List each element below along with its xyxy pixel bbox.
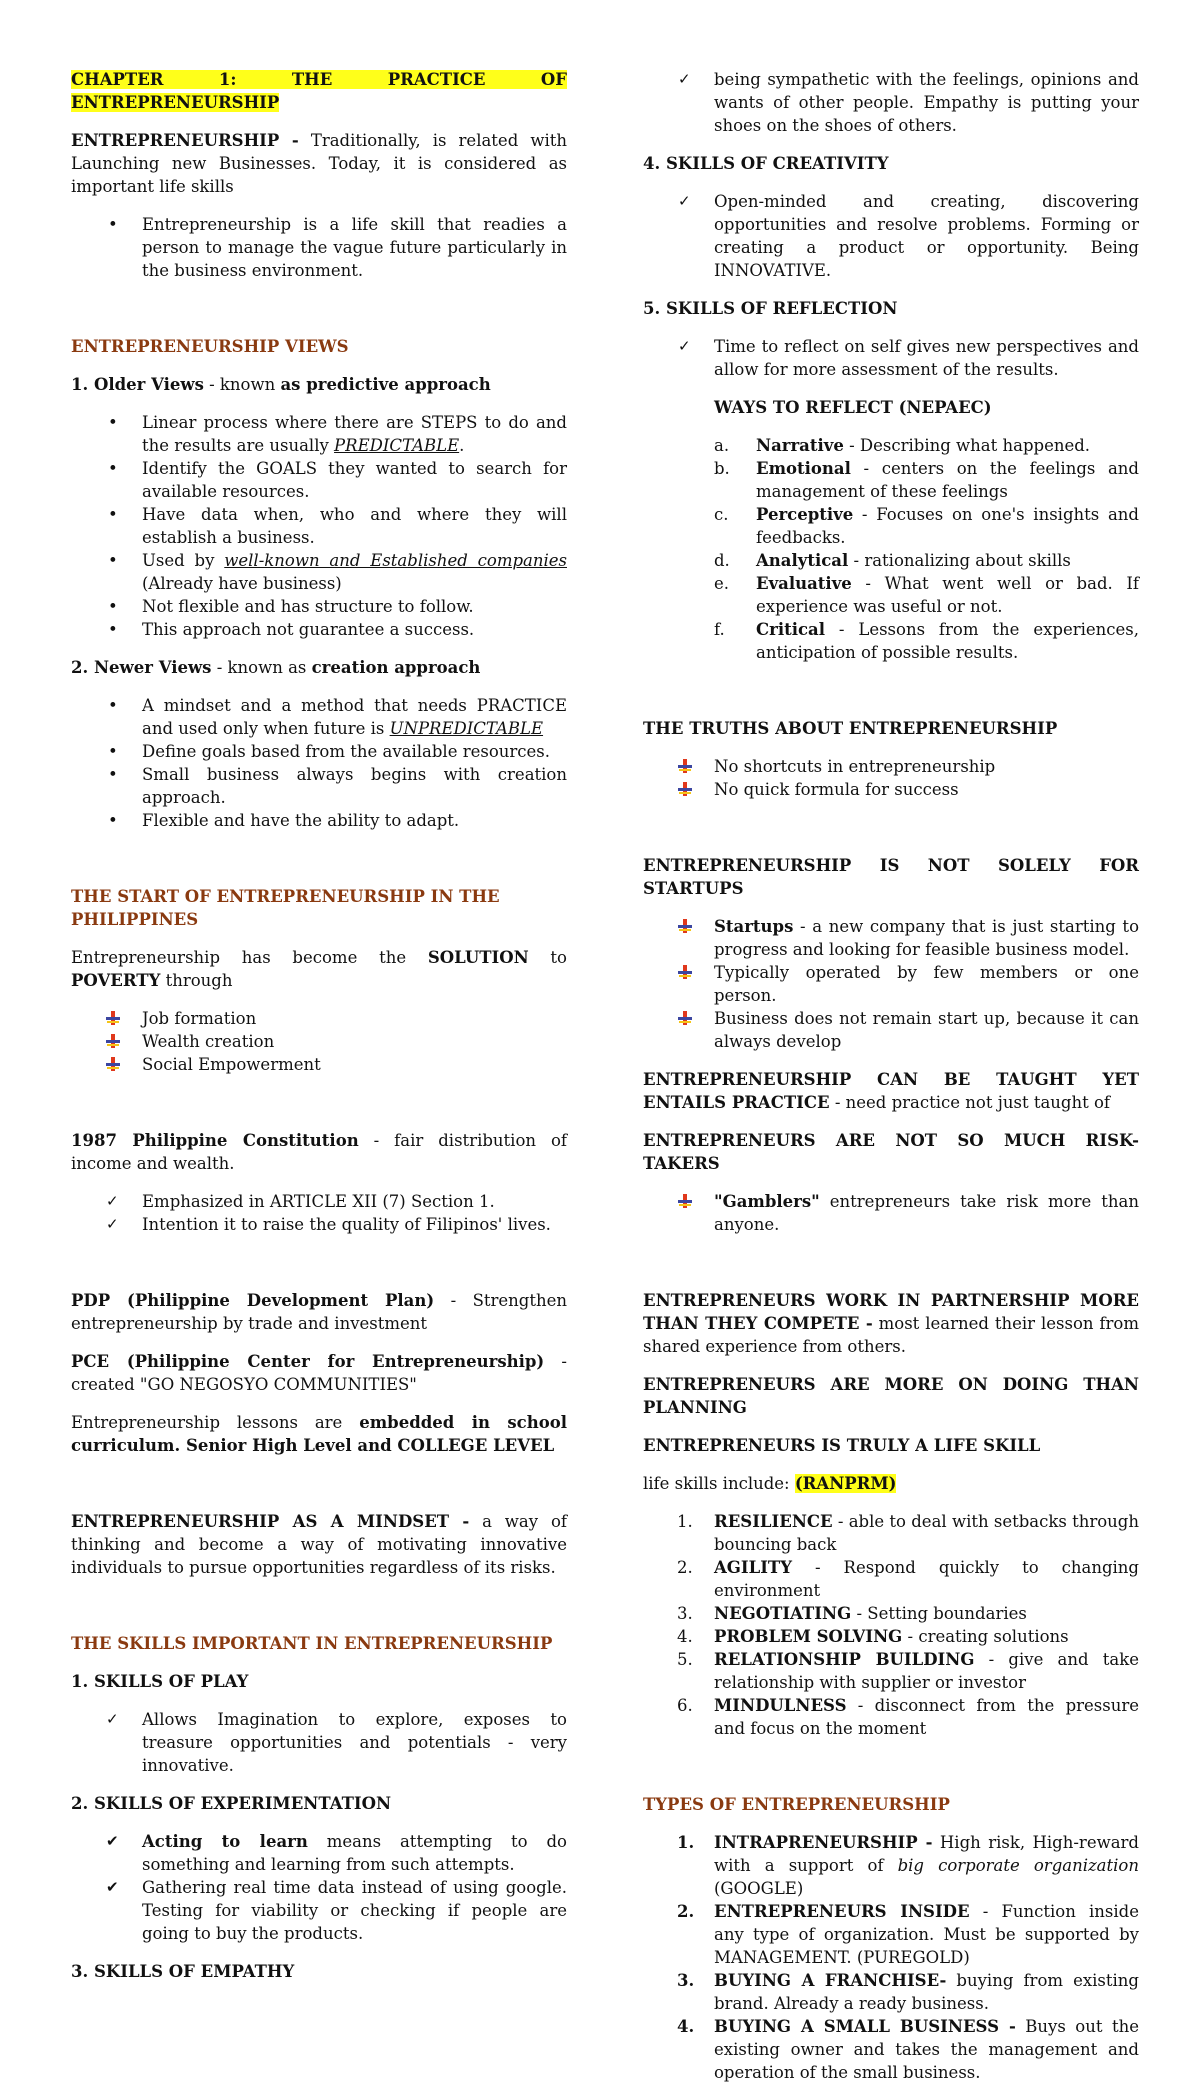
older-views-heading: 1. Older Views - known as predictive approach (71, 375, 491, 394)
list-item: • Small business always begins with creation approach. (108, 765, 567, 807)
partnership-paragraph: ENTREPRENEURS WORK IN PARTNERSHIP MORE THAN THEY COMPETE - most learned their lesson from shared experience from others. (643, 1291, 1140, 1356)
arrow-plus-icon (678, 1011, 692, 1025)
list-item: ✓ Emphasized in ARTICLE XII (7) Section 1. (106, 1192, 495, 1211)
newer-views-heading: 2. Newer Views - known as creation approach (71, 658, 481, 677)
list-item: No shortcuts in entrepreneurship (643, 755, 1139, 778)
list-item: Typically operated by few members or one person. (643, 961, 1139, 1007)
philippines-paragraph: Entrepreneurship has become the SOLUTION to POVERTY through (71, 948, 567, 990)
pdp-paragraph: PDP (Philippine Development Plan) - Strengthen entrepreneurship by trade and investment (71, 1291, 567, 1333)
list-item: 1. RESILIENCE - able to deal with setbacks through bouncing back (677, 1512, 1139, 1554)
left-column (71, 68, 567, 1998)
list-item: 3. NEGOTIATING - Setting boundaries (677, 1604, 1027, 1623)
list-item: • Entrepreneurship is a life skill that readies a person to manage the vague future particularly in the business environment. (108, 215, 567, 280)
arrow-plus-icon (678, 1194, 692, 1208)
skill-experimentation-list (71, 1830, 567, 1945)
section-heading-types: TYPES OF ENTREPRENEURSHIP (643, 1795, 950, 1814)
list-item: 5. RELATIONSHIP BUILDING - give and take relationship with supplier or investor (677, 1650, 1139, 1692)
list-item: Social Empowerment (71, 1053, 567, 1076)
list-item: 4. BUYING A SMALL BUSINESS - Buys out the existing owner and takes the management and operation of the small business. (677, 2017, 1139, 2082)
list-item: • Identify the GOALS they wanted to search for available resources. (108, 459, 567, 501)
list-item: ✓ being sympathetic with the feelings, opinions and wants of other people. Empathy is putting your shoes on the shoes of others. (678, 70, 1139, 135)
section-heading-skills: THE SKILLS IMPORTANT IN ENTREPRENEURSHIP (71, 1634, 553, 1653)
list-item: 2. ENTREPRENEURS INSIDE - Function inside any type of organization. Must be supported by MANAGEMENT. (PUREGOLD) (677, 1902, 1139, 1967)
risk-heading: ENTREPRENEURS ARE NOT SO MUCH RISK-TAKERS (643, 1131, 1139, 1173)
ways-to-reflect-heading: WAYS TO REFLECT (NEPAEC) (714, 398, 992, 417)
list-item: • This approach not guarantee a success. (108, 620, 475, 639)
list-item: Business does not remain start up, because it can always develop (643, 1007, 1139, 1053)
checkmark-icon: ✔ (106, 1878, 119, 1896)
philippines-list (71, 1007, 567, 1076)
life-skill-heading: ENTREPRENEURS IS TRULY A LIFE SKILL (643, 1436, 1041, 1455)
checkmark-icon: ✓ (106, 1710, 119, 1728)
list-item: No quick formula for success (643, 778, 1139, 801)
skill-experimentation-heading: 2. SKILLS OF EXPERIMENTATION (71, 1794, 392, 1813)
arrow-plus-icon (678, 919, 692, 933)
ways-to-reflect-list (714, 434, 1139, 664)
arrow-plus-icon (106, 1034, 120, 1048)
arrow-plus-icon (106, 1011, 120, 1025)
arrow-plus-icon (678, 965, 692, 979)
right-column (643, 68, 1139, 2099)
skill-reflection-heading: 5. SKILLS OF REFLECTION (643, 299, 898, 318)
types-list (643, 1831, 1139, 2084)
list-item: ✔ Acting to learn means attempting to do something and learning from such attempts. (106, 1832, 567, 1874)
section-heading-philippines: THE START OF ENTREPRENEURSHIP IN THE PHILIPPINES (71, 887, 500, 929)
list-item: ✓ Allows Imagination to explore, exposes to treasure opportunities and potentials - very innovative. (106, 1710, 567, 1775)
list-item: "Gamblers" entrepreneurs take risk more than anyone. (643, 1190, 1139, 1236)
list-item: 1. INTRAPRENEURSHIP - High risk, High-reward with a support of big corporate organization (GOOGLE) (677, 1833, 1139, 1898)
bullet-icon: • (108, 215, 118, 234)
list-item: e. Evaluative - What went well or bad. If experience was useful or not. (714, 574, 1139, 616)
skill-creativity-heading: 4. SKILLS OF CREATIVITY (643, 154, 889, 173)
bullet-icon: • (108, 811, 118, 830)
bullet-icon: • (108, 742, 118, 761)
list-item: • Not flexible and has structure to follow. (108, 597, 474, 616)
empathy-list (643, 68, 1139, 137)
startups-heading: ENTREPRENEURSHIP IS NOT SOLELY FOR STARTUPS (643, 856, 1139, 898)
list-item: • A mindset and a method that needs PRACTICE and used only when future is UNPREDICTABLE (108, 696, 567, 738)
list-item: d. Analytical - rationalizing about skills (714, 551, 1071, 570)
constitution-paragraph: 1987 Philippine Constitution - fair distribution of income and wealth. (71, 1131, 567, 1173)
list-item: c. Perceptive - Focuses on one's insights and feedbacks. (714, 505, 1139, 547)
pce-paragraph: PCE (Philippine Center for Entrepreneurship) - created "GO NEGOSYO COMMUNITIES" (71, 1352, 567, 1394)
risk-list (643, 1190, 1139, 1236)
truths-list (643, 755, 1139, 801)
list-item: • Define goals based from the available resources. (108, 742, 551, 761)
list-item: Wealth creation (71, 1030, 567, 1053)
list-item: f. Critical - Lessons from the experiences, anticipation of possible results. (714, 620, 1139, 662)
bullet-icon: • (108, 765, 118, 784)
skill-play-list (71, 1708, 567, 1777)
arrow-plus-icon (106, 1057, 120, 1071)
bullet-icon: • (108, 597, 118, 616)
newer-views-list (71, 694, 567, 832)
checkmark-icon: ✓ (106, 1192, 119, 1210)
list-item: ✓ Time to reflect on self gives new perspectives and allow for more assessment of the results. (678, 337, 1139, 379)
checkmark-icon: ✔ (106, 1832, 119, 1850)
list-item: Startups - a new company that is just starting to progress and looking for feasible business model. (643, 915, 1139, 961)
bullet-icon: • (108, 413, 118, 432)
bullet-icon: • (108, 620, 118, 639)
reflection-list (643, 335, 1139, 381)
creativity-list (643, 190, 1139, 282)
list-item: ✓ Intention it to raise the quality of Filipinos' lives. (106, 1215, 551, 1234)
life-skills-intro: life skills include: (RANPRM) (643, 1474, 897, 1493)
list-item: • Have data when, who and where they will establish a business. (108, 505, 567, 547)
list-item: Job formation (71, 1007, 567, 1030)
list-item: • Flexible and have the ability to adapt. (108, 811, 460, 830)
list-item: a. Narrative - Describing what happened. (714, 436, 1091, 455)
list-item: ✔ Gathering real time data instead of using google. Testing for viability or checking if people are going to buy the products. (106, 1878, 567, 1943)
mindset-paragraph: ENTREPRENEURSHIP AS A MINDSET - a way of thinking and become a way of motivating innovative individuals to pursue opportunities regardless of its risks. (71, 1512, 567, 1577)
startups-list (643, 915, 1139, 1053)
doing-heading: ENTREPRENEURS ARE MORE ON DOING THAN PLANNING (643, 1375, 1139, 1417)
skill-empathy-heading: 3. SKILLS OF EMPATHY (71, 1962, 295, 1981)
skill-play-heading: 1. SKILLS OF PLAY (71, 1672, 249, 1691)
bullet-icon: • (108, 505, 118, 524)
list-item: b. Emotional - centers on the feelings and management of these feelings (714, 459, 1139, 501)
list-item: 4. PROBLEM SOLVING - creating solutions (677, 1627, 1069, 1646)
checkmark-icon: ✓ (678, 337, 691, 355)
bullet-icon: • (108, 459, 118, 478)
intro-list (71, 213, 567, 282)
constitution-list (71, 1190, 567, 1236)
arrow-plus-icon (678, 759, 692, 773)
chapter-title: CHAPTER 1: THE PRACTICE OF ENTREPRENEURSHIP (71, 70, 567, 112)
list-item: 2. AGILITY - Respond quickly to changing environment (677, 1558, 1139, 1600)
checkmark-icon: ✓ (106, 1215, 119, 1233)
bullet-icon: • (108, 696, 118, 715)
list-item: 6. MINDULNESS - disconnect from the pressure and focus on the moment (677, 1696, 1139, 1738)
lessons-paragraph: Entrepreneurship lessons are embedded in school curriculum. Senior High Level and COLLEGE LEVEL (71, 1413, 567, 1455)
intro-paragraph: ENTREPRENEURSHIP - Traditionally, is related with Launching new Businesses. Today, it is considered as important life skills (71, 131, 567, 196)
list-item: • Linear process where there are STEPS to do and the results are usually PREDICTABLE. (108, 413, 567, 455)
list-item: 3. BUYING A FRANCHISE- buying from existing brand. Already a ready business. (677, 1971, 1139, 2013)
bullet-icon: • (108, 551, 118, 570)
taught-paragraph: ENTREPRENEURSHIP CAN BE TAUGHT YET ENTAILS PRACTICE - need practice not just taught of (643, 1070, 1139, 1112)
list-item: • Used by well-known and Established companies (Already have business) (108, 551, 567, 593)
older-views-list (71, 411, 567, 641)
life-skills-list (643, 1510, 1139, 1740)
checkmark-icon: ✓ (678, 192, 691, 210)
checkmark-icon: ✓ (678, 70, 691, 88)
list-item: ✓ Open-minded and creating, discovering opportunities and resolve problems. Forming or creating a product or opportunity. Being INNOVATIVE. (678, 192, 1139, 280)
truths-heading: THE TRUTHS ABOUT ENTREPRENEURSHIP (643, 719, 1058, 738)
arrow-plus-icon (678, 782, 692, 796)
section-heading-views: ENTREPRENEURSHIP VIEWS (71, 337, 349, 356)
